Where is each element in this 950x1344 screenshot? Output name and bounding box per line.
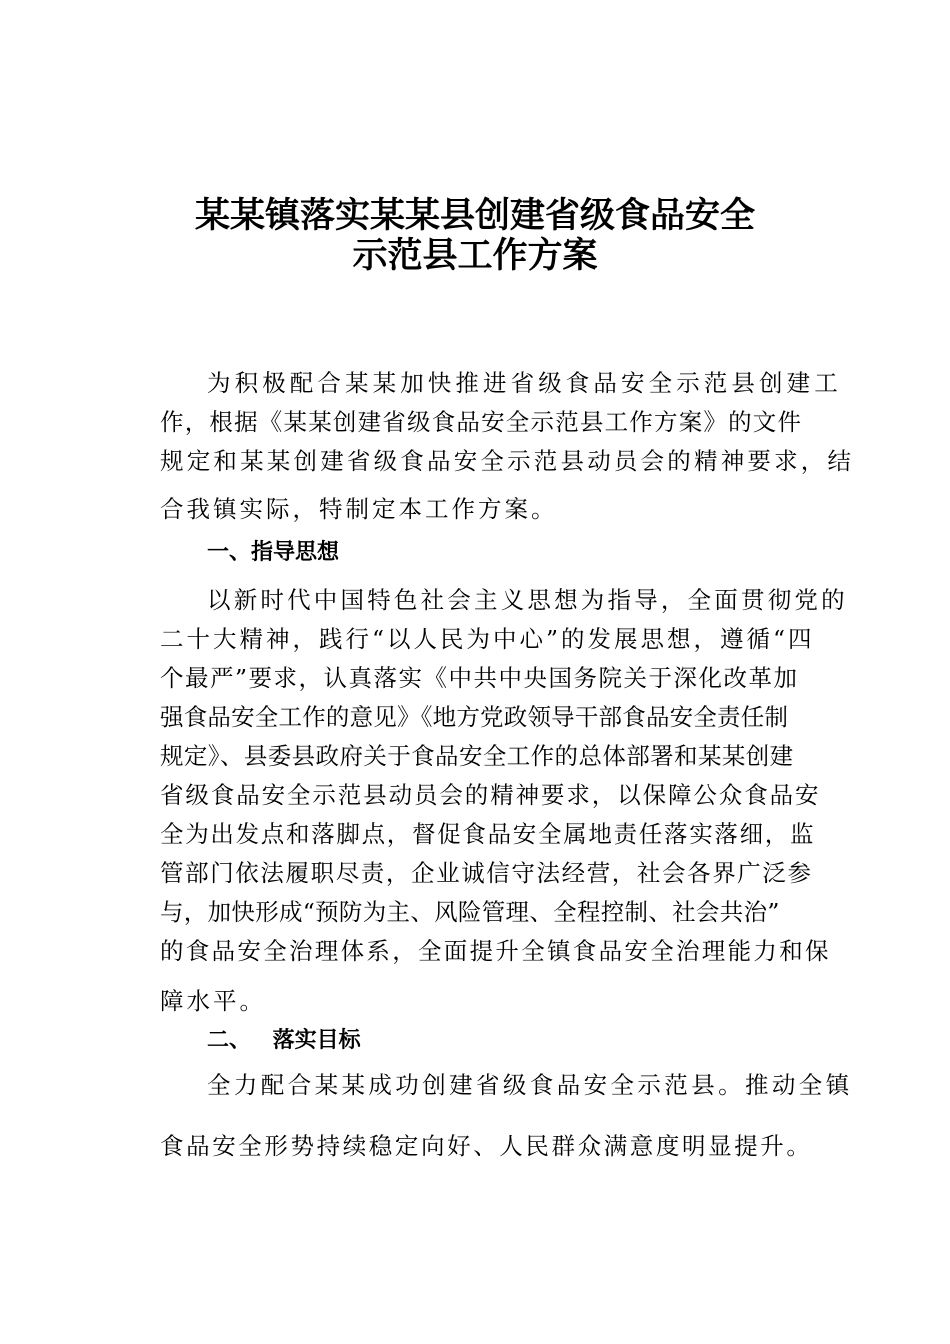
body-line: 全力配合某某成功创建省级食品安全示范县。推动全镇 <box>207 1071 853 1099</box>
document-title-line-2: 示范县工作方案 <box>352 236 598 276</box>
body-line: 以新时代中国特色社会主义思想为指导，全面贯彻党的 <box>207 586 848 614</box>
body-line: 规定》、县委县政府关于食品安全工作的总体部署和某某创建 <box>160 742 794 770</box>
intro-line: 合我镇实际，特制定本工作方案。 <box>160 495 558 523</box>
body-line: 管部门依法履职尽责，企业诚信守法经营，社会各界广泛参 <box>160 859 813 887</box>
intro-line: 作，根据《某某创建省级食品安全示范县工作方案》的文件 <box>160 408 803 436</box>
section-heading-guiding-ideology: 一、指导思想 <box>207 540 340 565</box>
intro-line: 规定和某某创建省级食品安全示范县动员会的精神要求，结 <box>160 447 855 475</box>
body-line: 障水平。 <box>160 987 266 1015</box>
body-line: 全为出发点和落脚点，督促食品安全属地责任落实落细，监 <box>160 820 816 848</box>
document-title-line-1: 某某镇落实某某县创建省级食品安全 <box>194 196 755 236</box>
section-heading-targets: 二、 落实目标 <box>207 1028 361 1053</box>
body-line: 强食品安全工作的意见》《地方党政领导干部食品安全责任制 <box>160 703 789 731</box>
body-line: 食品安全形势持续稳定向好、人民群众满意度明显提升。 <box>160 1132 813 1160</box>
intro-line: 为积极配合某某加快推进省级食品安全示范县创建工 <box>207 369 842 397</box>
body-line: 省级食品安全示范县动员会的精神要求，以保障公众食品安 <box>160 781 821 809</box>
body-line: 二十大精神，践行“以人民为中心”的发展思想，遵循“四 <box>160 625 815 653</box>
body-line: 的食品安全治理体系，全面提升全镇食品安全治理能力和保 <box>160 937 831 965</box>
body-line: 个最严”要求，认真落实《中共中央国务院关于深化改革加 <box>160 664 799 692</box>
body-line: 与，加快形成“预防为主、风险管理、全程控制、社会共治” <box>160 898 780 926</box>
